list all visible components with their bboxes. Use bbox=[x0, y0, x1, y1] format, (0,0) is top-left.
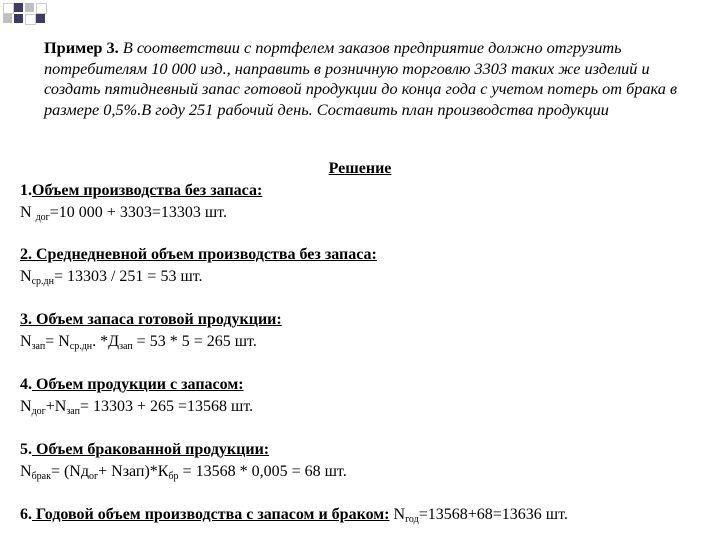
step-6-line: 6. Годовой объем производства с запасом и браком: $N_{год}=13568+68=13636$ шт. bbox=[20, 506, 568, 525]
step-2-title: 2. Среднедневной объем производства без запаса: bbox=[20, 246, 377, 263]
step-4-formula: $N_{дог}+N_{зап}= 13303 + 265 =13568$ шт. bbox=[20, 398, 254, 417]
corner-decoration bbox=[0, 0, 60, 30]
step-5-title: 5. Объем бракованной продукции: bbox=[20, 441, 270, 458]
example-text bbox=[44, 38, 684, 120]
example-body: В соответствии с портфелем заказов предприятие должно отгрузить потребителям 10 000 изд., направить в розничную торговлю 3303 таких же изделий и создать пятидневный запас готовой продукции до конца года с учетом потерь от брака в размере 0,5%.В году 251 рабочий день. Составить план производства продукции bbox=[44, 38, 678, 119]
step-4-title: 4. Объем продукции с запасом: bbox=[20, 376, 244, 393]
step-5-formula: $N_{брак}= (Nд_{ог}+$ $Nзап)*К_{бр} = 13568 * 0,005 = 68$ шт. bbox=[20, 463, 347, 482]
solution-heading: Решение bbox=[328, 160, 392, 177]
example-label: Пример 3. bbox=[44, 38, 119, 57]
step-3-title: 3. Объем запаса готовой продукции: bbox=[20, 311, 282, 328]
step-1-formula: N $_{дог}$=10 000 + 3303=13303 шт. bbox=[20, 204, 227, 223]
step-1-title: 1.Объем производства без запаса: bbox=[20, 182, 263, 199]
step-2-formula: $N_{ср.дн}= 13303 / 251 = 53$ шт. bbox=[20, 268, 203, 287]
step-3-formula: $N_{зап}= N_{ср.дн}$. $*Д_{зап} = 53 * 5 = 265$ шт. bbox=[20, 333, 257, 352]
